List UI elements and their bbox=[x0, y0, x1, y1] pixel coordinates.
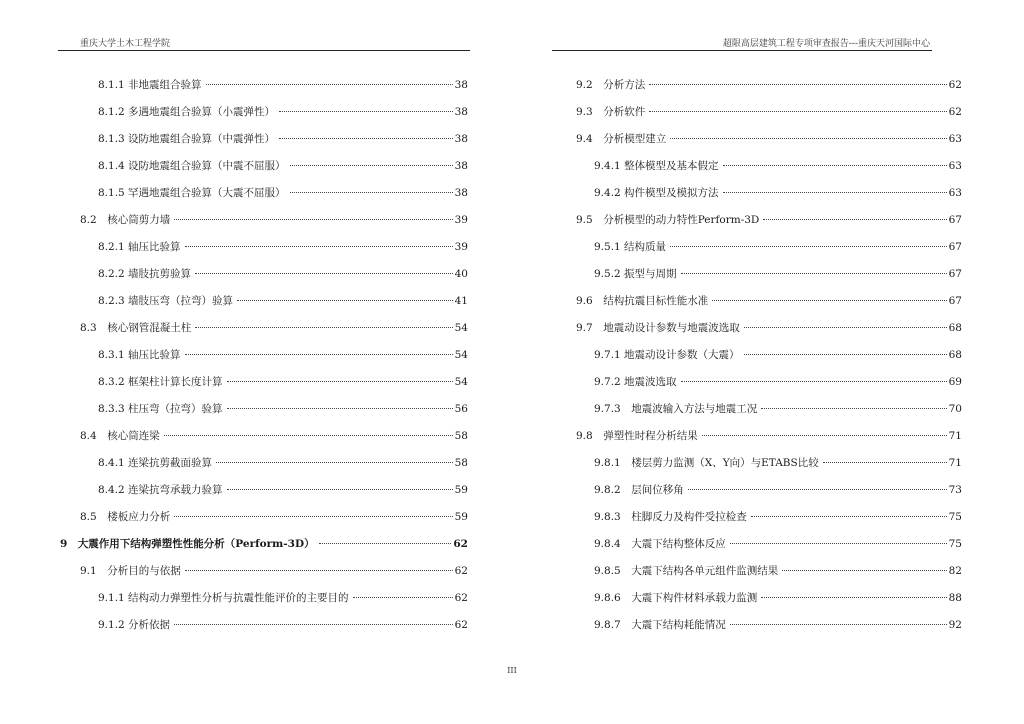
toc-entry-label: 9.2 分析方法 bbox=[576, 79, 646, 91]
toc-dot-leader bbox=[730, 624, 947, 625]
header-school-name: 重庆大学土木工程学院 bbox=[80, 39, 171, 49]
toc-entry-label: 9.7.1 地震动设计参数（大震） bbox=[594, 349, 740, 361]
toc-entry[interactable] bbox=[594, 563, 962, 579]
toc-entry[interactable] bbox=[594, 455, 962, 471]
toc-entry-page: 38 bbox=[454, 106, 468, 118]
toc-entry-label: 8.1.1 非地震组合验算 bbox=[98, 79, 202, 91]
toc-dot-leader bbox=[649, 111, 946, 112]
toc-entry[interactable] bbox=[80, 509, 468, 525]
toc-dot-leader bbox=[174, 624, 453, 625]
toc-entry-page: 62 bbox=[948, 106, 962, 118]
toc-entry-page: 54 bbox=[454, 322, 468, 334]
toc-dot-leader bbox=[227, 489, 453, 490]
toc-entry[interactable] bbox=[98, 482, 468, 498]
toc-entry[interactable] bbox=[594, 347, 962, 363]
toc-dot-leader bbox=[823, 462, 947, 463]
toc-entry-page: 38 bbox=[454, 187, 468, 199]
toc-entry-label: 9.7.3 地震波输入方法与地震工况 bbox=[594, 403, 758, 415]
toc-entry[interactable] bbox=[98, 266, 468, 282]
toc-entry-page: 62 bbox=[948, 79, 962, 91]
toc-dot-leader bbox=[227, 408, 453, 409]
toc-entry-page: 82 bbox=[948, 565, 962, 577]
toc-entry-label: 8.1.4 设防地震组合验算（中震不屈服） bbox=[98, 160, 286, 172]
toc-entry-label: 9.6 结构抗震目标性能水准 bbox=[576, 295, 709, 307]
page-header bbox=[0, 0, 1024, 60]
toc-dot-leader bbox=[688, 489, 947, 490]
toc-entry-label: 8.3 核心钢管混凝土柱 bbox=[80, 322, 192, 334]
toc-entry[interactable] bbox=[80, 428, 468, 444]
toc-entry[interactable] bbox=[594, 617, 962, 633]
toc-dot-leader bbox=[723, 192, 947, 193]
toc-entry-page: 69 bbox=[948, 376, 962, 388]
toc-entry[interactable] bbox=[98, 374, 468, 390]
toc-entry[interactable] bbox=[80, 212, 468, 228]
toc-dot-leader bbox=[681, 381, 947, 382]
toc-entry[interactable] bbox=[98, 104, 468, 120]
toc-entry[interactable] bbox=[594, 374, 962, 390]
toc-entry[interactable] bbox=[98, 293, 468, 309]
toc-entry[interactable] bbox=[98, 590, 468, 606]
header-report-title: 超限高层建筑工程专项审查报告---重庆天河国际中心 bbox=[722, 39, 930, 49]
toc-dot-leader bbox=[744, 327, 947, 328]
toc-entry[interactable] bbox=[576, 131, 962, 147]
toc-entry-label: 9.1.2 分析依据 bbox=[98, 619, 171, 631]
toc-entry[interactable] bbox=[576, 428, 962, 444]
toc-entry-page: 38 bbox=[454, 160, 468, 172]
toc-dot-leader bbox=[761, 408, 946, 409]
toc-entry-label: 9 大震作用下结构弹塑性性能分析（Perform-3D） bbox=[60, 538, 315, 550]
toc-entry-page: 75 bbox=[948, 538, 962, 550]
toc-dot-leader bbox=[761, 597, 946, 598]
page-number: III bbox=[507, 666, 517, 675]
toc-entry-label: 9.8.5 大震下结构各单元组件监测结果 bbox=[594, 565, 779, 577]
toc-entry-page: 63 bbox=[948, 133, 962, 145]
toc-dot-leader bbox=[185, 570, 453, 571]
toc-dot-leader bbox=[174, 219, 452, 220]
toc-entry-label: 9.5.2 振型与周期 bbox=[594, 268, 677, 280]
toc-entry[interactable] bbox=[594, 239, 962, 255]
toc-entry-label: 9.4.1 整体模型及基本假定 bbox=[594, 160, 719, 172]
toc-entry[interactable] bbox=[98, 401, 468, 417]
toc-entry-page: 54 bbox=[454, 349, 468, 361]
toc-entry-page: 59 bbox=[454, 484, 468, 496]
toc-entry-page: 41 bbox=[454, 295, 468, 307]
toc-entry-page: 92 bbox=[948, 619, 962, 631]
header-rule-left bbox=[58, 50, 470, 51]
toc-entry[interactable] bbox=[80, 563, 468, 579]
toc-entry-page: 58 bbox=[454, 457, 468, 469]
toc-dot-leader bbox=[185, 354, 453, 355]
toc-dot-leader bbox=[185, 246, 453, 247]
header-rule-right bbox=[552, 50, 932, 51]
toc-entry-label: 9.8.3 柱脚反力及构件受拉检查 bbox=[594, 511, 747, 523]
toc-dot-leader bbox=[290, 165, 453, 166]
toc-dot-leader bbox=[290, 192, 453, 193]
toc-dot-leader bbox=[681, 273, 947, 274]
toc-entry-page: 56 bbox=[454, 403, 468, 415]
toc-entry-label: 8.2 核心筒剪力墙 bbox=[80, 214, 171, 226]
toc-entry-label: 8.4 核心筒连梁 bbox=[80, 430, 160, 442]
toc-entry[interactable] bbox=[594, 185, 962, 201]
toc-entry[interactable] bbox=[594, 482, 962, 498]
toc-entry-page: 39 bbox=[454, 241, 468, 253]
toc-entry-label: 9.8.4 大震下结构整体反应 bbox=[594, 538, 726, 550]
toc-dot-leader bbox=[279, 111, 453, 112]
toc-entry-page: 62 bbox=[454, 565, 468, 577]
toc-entry[interactable] bbox=[98, 617, 468, 633]
toc-entry-page: 39 bbox=[454, 214, 468, 226]
toc-entry[interactable] bbox=[594, 590, 962, 606]
toc-entry[interactable] bbox=[98, 131, 468, 147]
toc-entry-label: 8.4.2 连梁抗弯承载力验算 bbox=[98, 484, 223, 496]
toc-entry-label: 8.3.3 柱压弯（拉弯）验算 bbox=[98, 403, 223, 415]
toc-entry-page: 67 bbox=[948, 214, 962, 226]
toc-entry-page: 63 bbox=[948, 160, 962, 172]
toc-entry[interactable] bbox=[594, 158, 962, 174]
toc-dot-leader bbox=[670, 138, 946, 139]
toc-entry-label: 8.1.5 罕遇地震组合验算（大震不屈服） bbox=[98, 187, 286, 199]
toc-entry[interactable] bbox=[576, 293, 962, 309]
toc-entry-label: 8.2.2 墙肢抗剪验算 bbox=[98, 268, 192, 280]
toc-entry[interactable] bbox=[576, 104, 962, 120]
toc-entry-label: 9.8.6 大震下构件材料承载力监测 bbox=[594, 592, 758, 604]
toc-entry-label: 9.8.1 楼层剪力监测（X、Y向）与ETABS比较 bbox=[594, 457, 819, 469]
toc-entry-label: 9.1.1 结构动力弹塑性分析与抗震性能评价的主要目的 bbox=[98, 592, 349, 604]
toc-dot-leader bbox=[649, 84, 946, 85]
toc-entry-label: 8.5 楼板应力分析 bbox=[80, 511, 171, 523]
toc-entry-label: 9.4 分析模型建立 bbox=[576, 133, 667, 145]
toc-dot-leader bbox=[730, 543, 947, 544]
toc-entry-page: 63 bbox=[948, 187, 962, 199]
toc-entry-page: 62 bbox=[454, 619, 468, 631]
toc-entry[interactable] bbox=[98, 239, 468, 255]
toc-entry-page: 38 bbox=[454, 79, 468, 91]
toc-entry[interactable] bbox=[576, 77, 962, 93]
toc-entry-page: 67 bbox=[948, 268, 962, 280]
toc-entry-label: 9.7 地震动设计参数与地震波选取 bbox=[576, 322, 740, 334]
toc-entry[interactable] bbox=[594, 536, 962, 552]
toc-entry[interactable] bbox=[594, 401, 962, 417]
toc-entry-label: 8.4.1 连梁抗剪截面验算 bbox=[98, 457, 213, 469]
toc-entry-label: 9.5.1 结构质量 bbox=[594, 241, 667, 253]
toc-entry-label: 9.4.2 构件模型及模拟方法 bbox=[594, 187, 719, 199]
toc-entry[interactable] bbox=[98, 455, 468, 471]
toc-dot-leader bbox=[195, 327, 452, 328]
toc-entry-page: 40 bbox=[454, 268, 468, 280]
toc-dot-leader bbox=[751, 516, 947, 517]
toc-entry[interactable] bbox=[594, 266, 962, 282]
toc-entry[interactable] bbox=[98, 347, 468, 363]
toc-entry-label: 9.8.7 大震下结构耗能情况 bbox=[594, 619, 726, 631]
toc-dot-leader bbox=[712, 300, 946, 301]
toc-entry-label: 9.1 分析目的与依据 bbox=[80, 565, 181, 577]
toc-dot-leader bbox=[279, 138, 453, 139]
toc-entry-page: 68 bbox=[948, 349, 962, 361]
toc-entry-label: 9.7.2 地震波选取 bbox=[594, 376, 677, 388]
toc-dot-leader bbox=[723, 165, 947, 166]
toc-entry-page: 70 bbox=[948, 403, 962, 415]
toc-entry[interactable] bbox=[80, 320, 468, 336]
toc-dot-leader bbox=[319, 543, 452, 544]
toc-entry-page: 62 bbox=[453, 538, 468, 550]
toc-dot-leader bbox=[782, 570, 946, 571]
toc-dot-leader bbox=[744, 354, 947, 355]
toc-dot-leader bbox=[763, 219, 946, 220]
toc-entry[interactable] bbox=[98, 185, 468, 201]
toc-entry-label: 8.3.2 框架柱计算长度计算 bbox=[98, 376, 223, 388]
toc-dot-leader bbox=[195, 273, 453, 274]
toc-entry[interactable] bbox=[576, 212, 962, 228]
toc-dot-leader bbox=[237, 300, 453, 301]
toc-dot-leader bbox=[216, 462, 453, 463]
toc-entry-page: 88 bbox=[948, 592, 962, 604]
toc-entry[interactable] bbox=[98, 158, 468, 174]
toc-entry-page: 67 bbox=[948, 295, 962, 307]
toc-entry-page: 38 bbox=[454, 133, 468, 145]
toc-entry-page: 54 bbox=[454, 376, 468, 388]
toc-entry[interactable] bbox=[594, 509, 962, 525]
toc-entry-page: 71 bbox=[948, 457, 962, 469]
toc-entry-page: 73 bbox=[948, 484, 962, 496]
toc-entry-page: 68 bbox=[948, 322, 962, 334]
toc-entry[interactable] bbox=[576, 320, 962, 336]
toc-dot-leader bbox=[227, 381, 453, 382]
toc-entry-label: 8.2.3 墙肢压弯（拉弯）验算 bbox=[98, 295, 234, 307]
toc-entry-label: 8.1.3 设防地震组合验算（中震弹性） bbox=[98, 133, 276, 145]
toc-dot-leader bbox=[174, 516, 452, 517]
toc-dot-leader bbox=[164, 435, 453, 436]
toc-entry-label: 8.3.1 轴压比验算 bbox=[98, 349, 181, 361]
toc-entry-label: 8.1.2 多遇地震组合验算（小震弹性） bbox=[98, 106, 276, 118]
toc-dot-leader bbox=[670, 246, 947, 247]
toc-entry-label: 9.3 分析软件 bbox=[576, 106, 646, 118]
toc-entry-page: 59 bbox=[454, 511, 468, 523]
toc-entry-page: 75 bbox=[948, 511, 962, 523]
toc-entry-label: 9.5 分析模型的动力特性Perform-3D bbox=[576, 214, 760, 226]
toc-entry-page: 67 bbox=[948, 241, 962, 253]
toc-dot-leader bbox=[353, 597, 453, 598]
toc-entry-label: 9.8 弹塑性时程分析结果 bbox=[576, 430, 698, 442]
toc-entry-page: 58 bbox=[454, 430, 468, 442]
toc-entry[interactable] bbox=[98, 77, 468, 93]
toc-entry-label: 8.2.1 轴压比验算 bbox=[98, 241, 181, 253]
toc-entry[interactable] bbox=[60, 536, 468, 552]
toc-entry-page: 71 bbox=[948, 430, 962, 442]
toc-entry-label: 9.8.2 层间位移角 bbox=[594, 484, 684, 496]
toc-entry-page: 62 bbox=[454, 592, 468, 604]
toc-dot-leader bbox=[206, 84, 453, 85]
toc-dot-leader bbox=[702, 435, 947, 436]
